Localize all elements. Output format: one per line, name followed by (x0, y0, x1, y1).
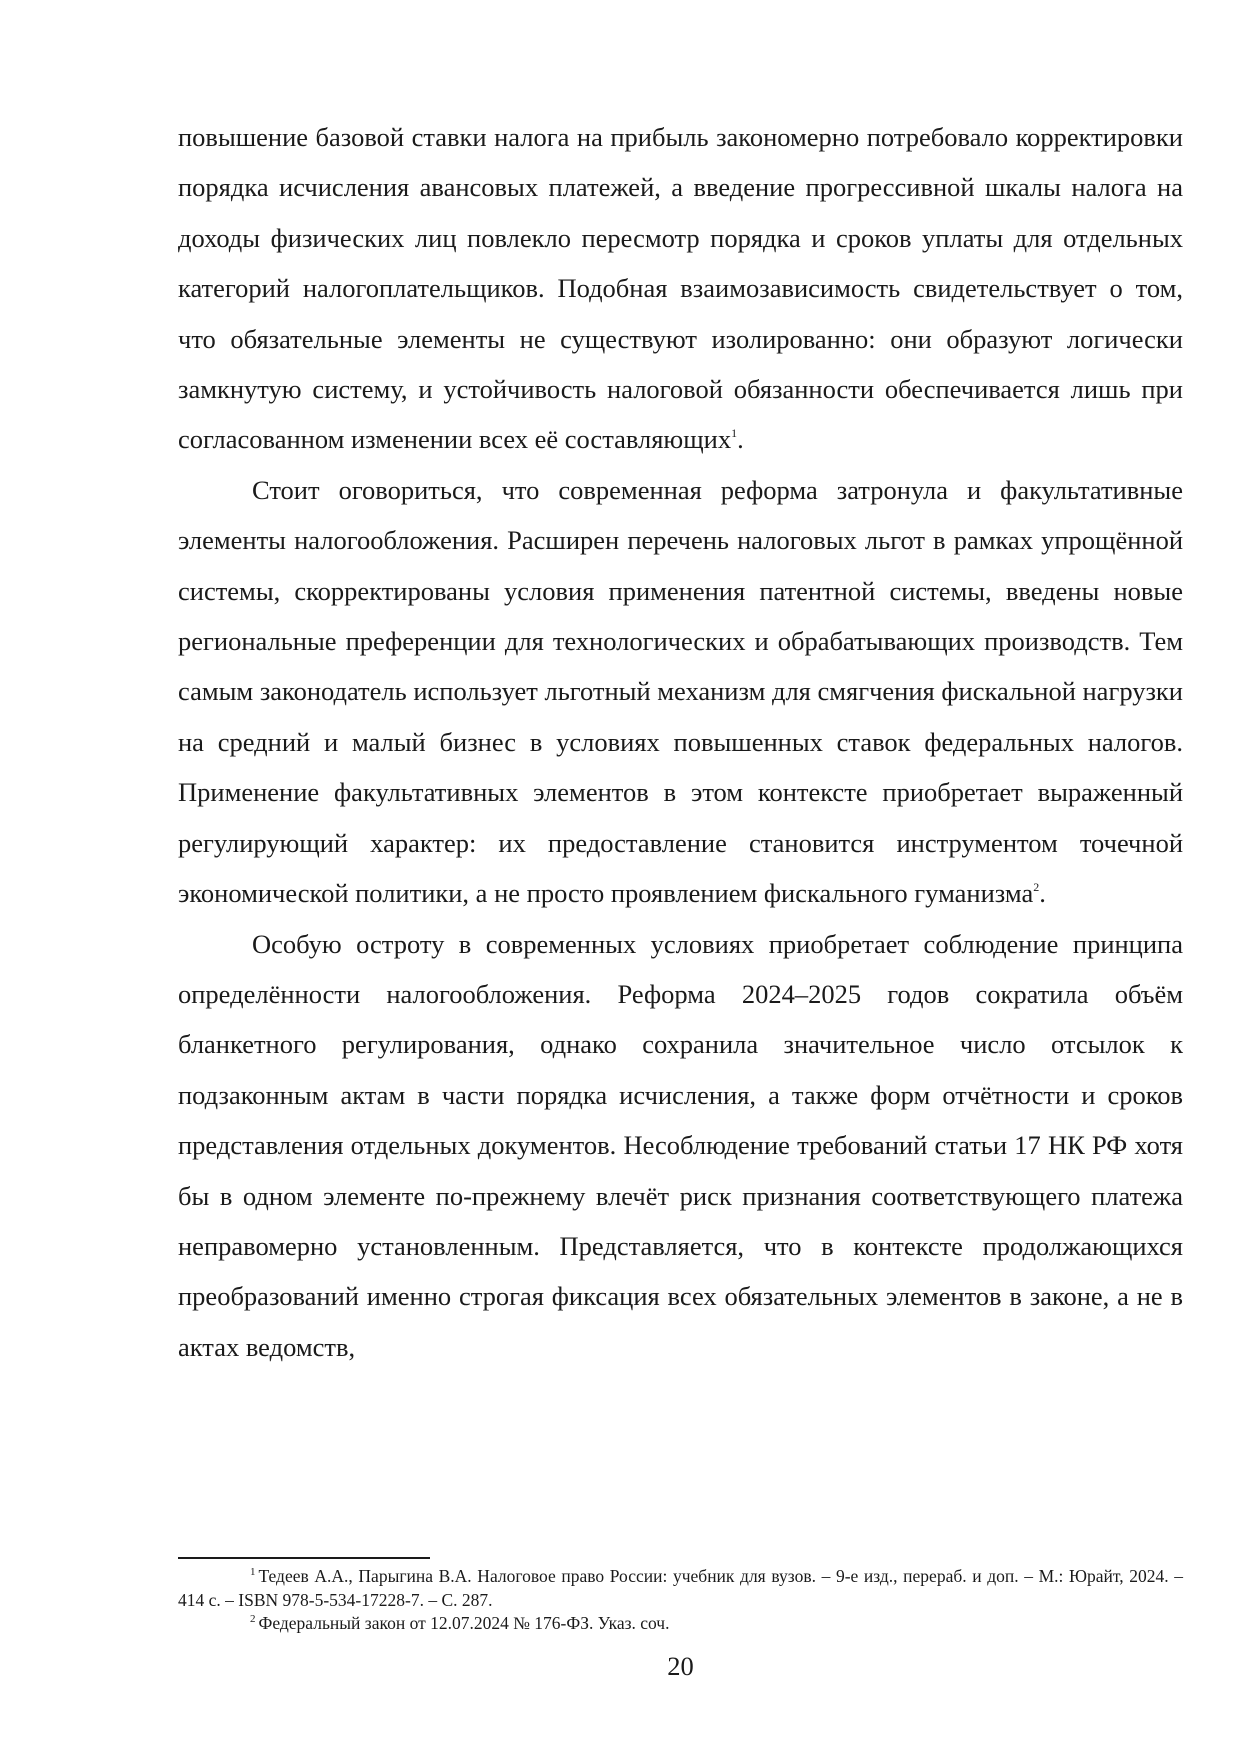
paragraph-1-text: повышение базовой ставки налога на прибыль закономерно потребовало корректировки порядка исчисления авансовых платежей, а введение прогрессивной шкалы налога на доходы физических лиц повлекло пересмотр порядка и сроков уплаты для отдельных категорий налогоплательщиков. Подобная взаимозависимость свидетельствует о том, что обязательные элементы не существуют изолированно: они образуют логически замкнутую систему, и устойчивость налоговой обязанности обеспечивается лишь при согласованном изменении всех её составляющих (178, 122, 1183, 455)
paragraph-1 (178, 112, 1183, 465)
footnote-1 (178, 1565, 1183, 1612)
footnote-2 (178, 1612, 1183, 1636)
paragraph-1-tail: . (737, 424, 744, 455)
paragraph-2-text: Стоит оговориться, что современная реформа затронула и факультативные элементы налогообложения. Расширен перечень налоговых льгот в рамках упрощённой системы, скорректированы условия применения патентной системы, введены новые региональные преференции для технологических и обрабатывающих производств. Тем самым законодатель использует льготный механизм для смягчения фискальной нагрузки на средний и малый бизнес в условиях повышенных ставок федеральных налогов. Применение факультативных элементов в этом контексте приобретает выраженный регулирующий характер: их предоставление становится инструментом точечной экономической политики, а не просто проявлением фискального гуманизма (178, 474, 1183, 909)
footnote-1-text: Тедеев А.А., Парыгина В.А. Налоговое право России: учебник для вузов. – 9-е изд., перераб. и доп. – М.: Юрайт, 2024. – 414 с. – ISBN 978-5-534-17228-7. – С. 287. (178, 1566, 1183, 1610)
paragraph-3 (178, 919, 1183, 1373)
footnotes (178, 1565, 1183, 1636)
footnote-mark-1: 1 (250, 1566, 256, 1578)
footnote-ref-2[interactable]: 2 (1033, 880, 1040, 895)
paragraph-2 (178, 465, 1183, 919)
paragraph-3-text: Особую остроту в современных условиях приобретает соблюдение принципа определённости налогообложения. Реформа 2024–2025 годов сократила объём бланкетного регулирования, однако сохранила значительное число отсылок к подзаконным актам в части порядка исчисления, а также форм отчётности и сроков представления отдельных документов. Несоблюдение требований статьи 17 НК РФ хотя бы в одном элементе по-прежнему влечёт риск признания соответствующего платежа неправомерно установленным. Представляется, что в контексте продолжающихся преобразований именно строгая фиксация всех обязательных элементов в законе, а не в актах ведомств, (178, 928, 1183, 1362)
footnote-2-text: Федеральный закон от 12.07.2024 № 176-ФЗ. Указ. соч. (258, 1613, 670, 1633)
paragraph-2-tail: . (1039, 878, 1046, 909)
document-body (178, 112, 1183, 1372)
footnote-ref-1[interactable]: 1 (731, 426, 738, 441)
footnote-separator (178, 1557, 430, 1559)
footnote-mark-2: 2 (250, 1613, 256, 1625)
page-number: 20 (667, 1651, 694, 1681)
